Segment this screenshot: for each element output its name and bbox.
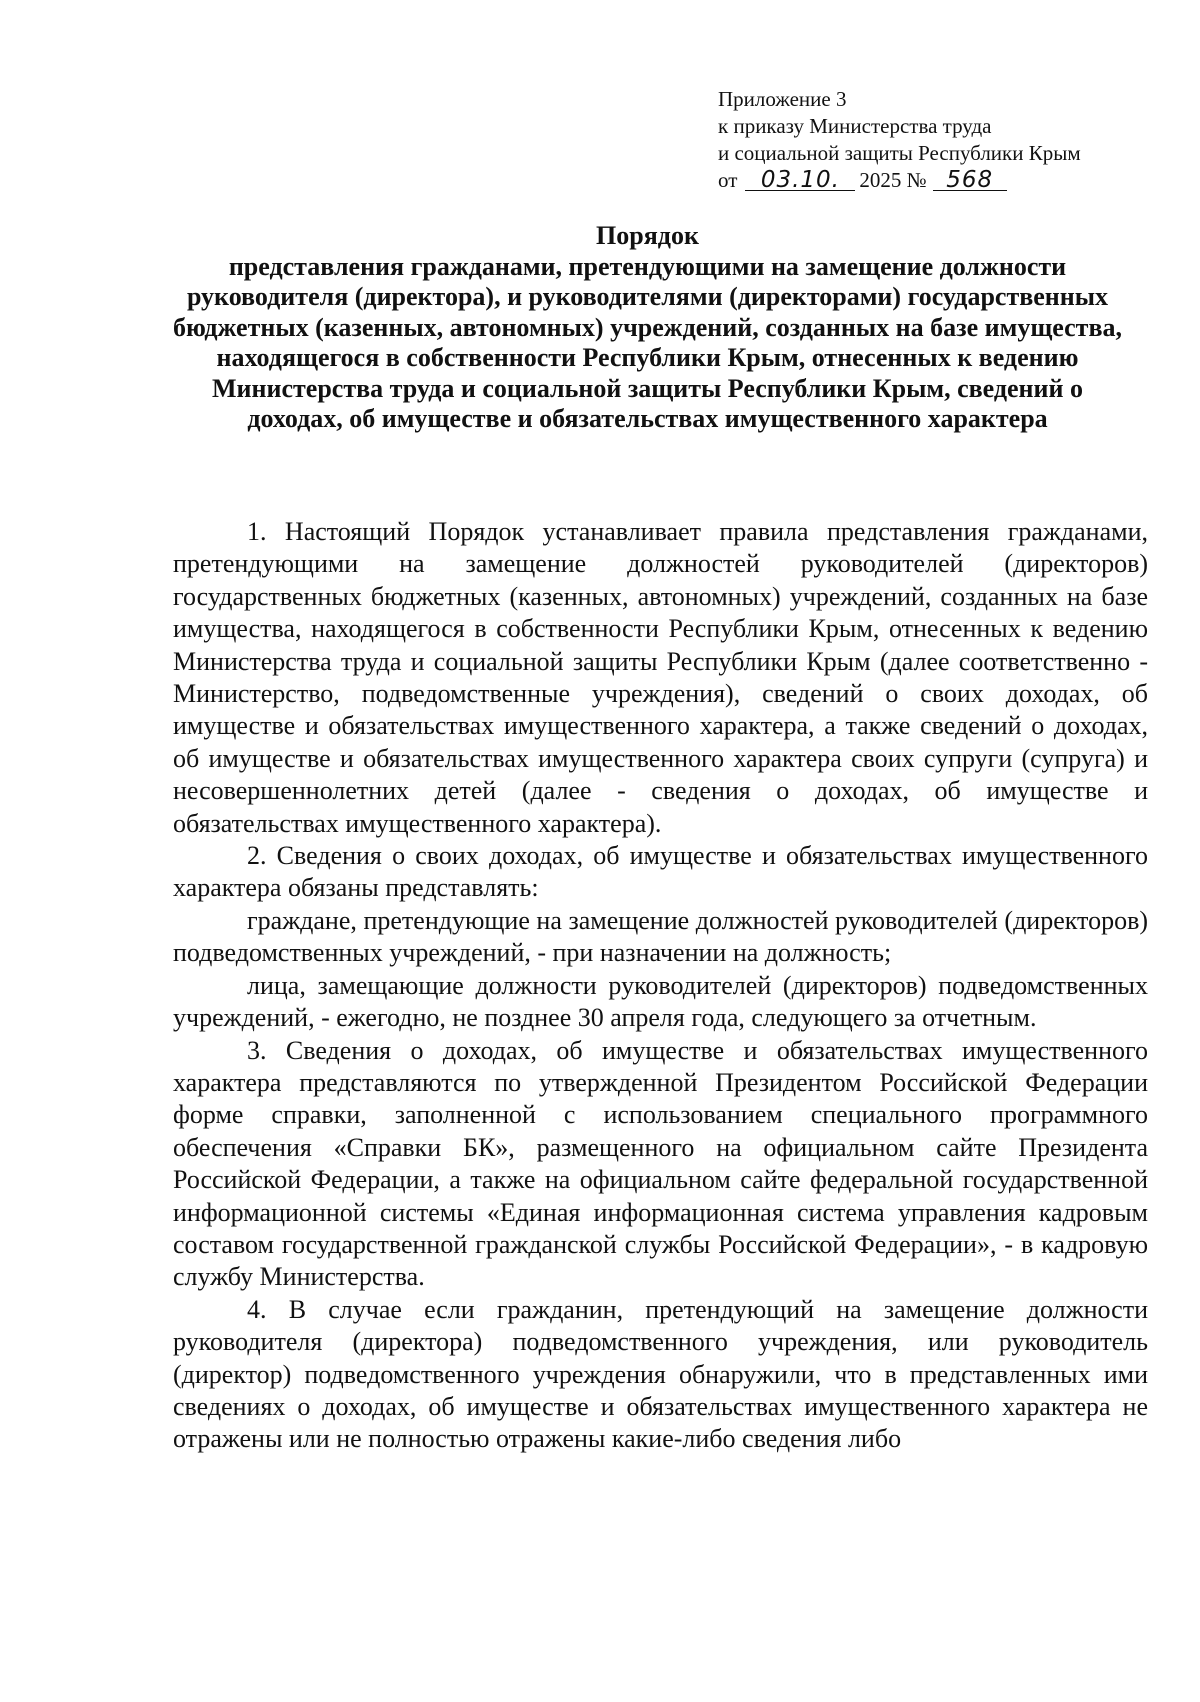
handwritten-date: 03.10. — [745, 170, 855, 191]
paragraph-3: 3. Сведения о доходах, об имуществе и обязательствах имущественного характера представляются по утвержденной Президентом Российской Федерации форме справки, заполненной с использованием специального программного обеспечения «Справки БК», размещенного на официальном сайте Президента Российской Федерации, а также на официальном сайте федеральной государственной информационной системы «Единая информационная система управления кадровым составом государственной гражданской службы Российской Федерации», - в кадровую службу Министерства. — [173, 1035, 1148, 1292]
paragraph-1: 1. Настоящий Порядок устанавливает правила представления гражданами, претендующими на замещение должностей руководителей (директоров) государственных бюджетных (казенных, автономных) учреждений, созданных на базе имущества, находящегося в собственности Республики Крым, отнесенных к ведению Министерства труда и социальной защиты Республики Крым (далее соответственно - Министерство, подведомственные учреждения), сведений о своих доходах, об имуществе и обязательствах имущественного характера, а также сведений о доходах, об имуществе и обязательствах имущественного характера своих супруги (супруга) и несовершеннолетних детей (далее - сведения о доходах, об имуществе и обязательствах имущественного характера). — [173, 517, 1148, 838]
appendix-order-ref: к приказу Министерства труда — [718, 114, 992, 138]
paragraph-2-item-2: лица, замещающие должности руководителей (директоров) подведомственных учреждений, - ежегодно, не позднее 30 апреля года, следующего за отчетным. — [173, 970, 1148, 1033]
document-body — [173, 516, 1148, 1456]
appendix-ministry: и социальной защиты Республики Крым — [718, 141, 1081, 165]
date-prefix: от — [718, 168, 738, 192]
paragraph-4: 4. В случае если гражданин, претендующий на замещение должности руководителя (директора) подведомственного учреждения, или руководитель (директор) подведомственного учреждения обнаружили, что в представленных ими сведениях о доходах, об имуществе и обязательствах имущественного характера не отражены или не полностью отражены какие-либо сведения либо — [173, 1294, 1148, 1454]
handwritten-order-number: 568 — [933, 170, 1007, 191]
appendix-date-line — [718, 167, 1168, 194]
title-text: представления гражданами, претендующими на замещение должности руководителя (директора), и руководителями (директорами) государственных бюджетных (казенных, автономных) учреждений, созданных на базе имущества, находящегося в собственности Республики Крым, отнесенных к ведению Министерства труда и социальной защиты Республики Крым, сведений о доходах, об имуществе и обязательствах имущественного характера — [173, 251, 1122, 433]
year-number-label: 2025 № — [859, 168, 927, 192]
appendix-header — [718, 86, 1168, 194]
document-title — [165, 221, 1130, 435]
paragraph-2: 2. Сведения о своих доходах, об имуществе и обязательствах имущественного характера обязаны представлять: — [173, 841, 1148, 903]
appendix-number: Приложение 3 — [718, 87, 847, 111]
paragraph-2-item-1: граждане, претендующие на замещение должностей руководителей (директоров) подведомственных учреждений, - при назначении на должность; — [173, 905, 1148, 968]
title-heading: Порядок — [596, 221, 699, 250]
